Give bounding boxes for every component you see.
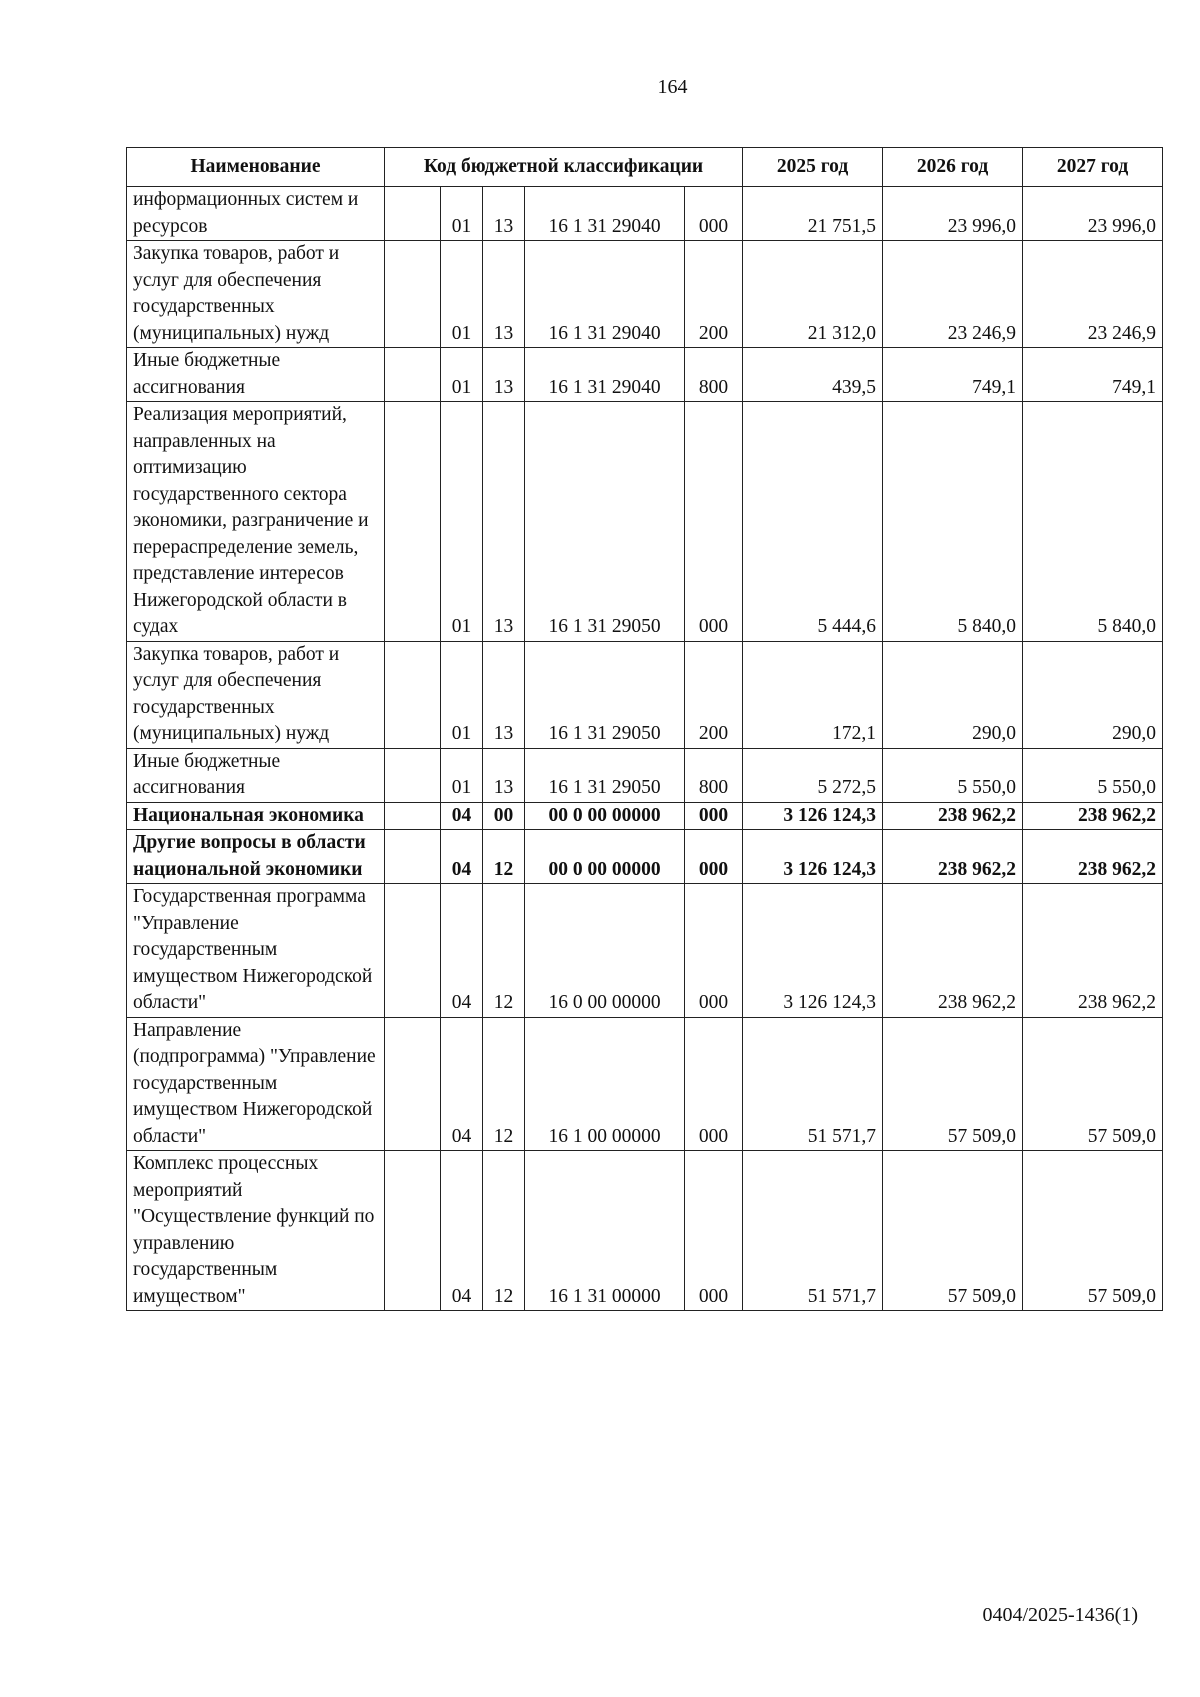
cell-value-2025: 3 126 124,3	[743, 830, 883, 884]
cell-value-2025: 5 272,5	[743, 748, 883, 802]
budget-table	[126, 147, 1163, 1311]
cell-value-2025: 172,1	[743, 641, 883, 748]
cell-code-section: 04	[441, 830, 483, 884]
cell-name: Национальная экономика	[127, 802, 385, 830]
cell-value-2026: 290,0	[883, 641, 1023, 748]
cell-value-2026: 57 509,0	[883, 1017, 1023, 1151]
cell-code-target: 16 1 31 29050	[525, 641, 685, 748]
header-2027: 2027 год	[1023, 148, 1163, 187]
table-row	[127, 187, 1163, 241]
cell-value-2027: 57 509,0	[1023, 1017, 1163, 1151]
cell-value-2027: 238 962,2	[1023, 884, 1163, 1018]
cell-code-expense-type: 200	[685, 241, 743, 348]
document-number: 0404/2025-1436(1)	[982, 1604, 1138, 1626]
cell-code-section: 01	[441, 241, 483, 348]
cell-code-expense-type: 000	[685, 1151, 743, 1311]
cell-code-expense-type: 000	[685, 402, 743, 642]
cell-code-target: 16 1 31 29050	[525, 748, 685, 802]
cell-value-2025: 21 312,0	[743, 241, 883, 348]
cell-code-target: 16 1 31 29040	[525, 187, 685, 241]
cell-code-subsection: 00	[483, 802, 525, 830]
cell-code-target: 00 0 00 00000	[525, 830, 685, 884]
cell-code-section: 01	[441, 187, 483, 241]
table-row	[127, 748, 1163, 802]
cell-code-blank	[385, 402, 441, 642]
cell-code-section: 04	[441, 1151, 483, 1311]
header-2026: 2026 год	[883, 148, 1023, 187]
cell-value-2026: 238 962,2	[883, 830, 1023, 884]
cell-name: информационных систем и ресурсов	[127, 187, 385, 241]
table-row	[127, 241, 1163, 348]
cell-value-2027: 23 246,9	[1023, 241, 1163, 348]
cell-code-expense-type: 800	[685, 748, 743, 802]
cell-name: Закупка товаров, работ и услуг для обеспечения государственных (муниципальных) нужд	[127, 241, 385, 348]
cell-code-blank	[385, 884, 441, 1018]
cell-code-subsection: 12	[483, 830, 525, 884]
cell-value-2026: 23 996,0	[883, 187, 1023, 241]
cell-code-expense-type: 000	[685, 187, 743, 241]
cell-code-target: 16 1 31 29040	[525, 348, 685, 402]
table-row	[127, 402, 1163, 642]
cell-code-target: 16 1 31 29050	[525, 402, 685, 642]
cell-name: Комплекс процессных мероприятий "Осуществление функций по управлению государственным имуществом"	[127, 1151, 385, 1311]
cell-code-expense-type: 200	[685, 641, 743, 748]
cell-code-section: 04	[441, 1017, 483, 1151]
header-code: Код бюджетной классификации	[385, 148, 743, 187]
cell-code-blank	[385, 641, 441, 748]
cell-code-subsection: 12	[483, 1017, 525, 1151]
cell-code-subsection: 13	[483, 748, 525, 802]
cell-code-target: 16 0 00 00000	[525, 884, 685, 1018]
cell-code-expense-type: 000	[685, 1017, 743, 1151]
table-row	[127, 1017, 1163, 1151]
cell-code-subsection: 13	[483, 241, 525, 348]
table-body	[127, 187, 1163, 1311]
cell-value-2027: 23 996,0	[1023, 187, 1163, 241]
cell-value-2027: 749,1	[1023, 348, 1163, 402]
cell-code-section: 01	[441, 402, 483, 642]
cell-name: Другие вопросы в области национальной экономики	[127, 830, 385, 884]
cell-value-2025: 439,5	[743, 348, 883, 402]
cell-code-blank	[385, 802, 441, 830]
cell-code-blank	[385, 830, 441, 884]
cell-value-2027: 57 509,0	[1023, 1151, 1163, 1311]
cell-code-expense-type: 000	[685, 802, 743, 830]
cell-code-section: 01	[441, 748, 483, 802]
cell-code-expense-type: 000	[685, 884, 743, 1018]
cell-value-2025: 21 751,5	[743, 187, 883, 241]
cell-value-2026: 23 246,9	[883, 241, 1023, 348]
cell-code-target: 16 1 31 29040	[525, 241, 685, 348]
header-name: Наименование	[127, 148, 385, 187]
cell-name: Направление (подпрограмма) "Управление государственным имуществом Нижегородской области"	[127, 1017, 385, 1151]
cell-code-blank	[385, 748, 441, 802]
cell-code-subsection: 13	[483, 348, 525, 402]
cell-name: Государственная программа "Управление государственным имуществом Нижегородской области"	[127, 884, 385, 1018]
cell-value-2026: 238 962,2	[883, 884, 1023, 1018]
cell-code-subsection: 13	[483, 187, 525, 241]
table-row	[127, 802, 1163, 830]
cell-value-2025: 3 126 124,3	[743, 884, 883, 1018]
cell-code-expense-type: 800	[685, 348, 743, 402]
cell-name: Иные бюджетные ассигнования	[127, 348, 385, 402]
cell-value-2025: 51 571,7	[743, 1151, 883, 1311]
cell-name: Закупка товаров, работ и услуг для обеспечения государственных (муниципальных) нужд	[127, 641, 385, 748]
cell-value-2025: 3 126 124,3	[743, 802, 883, 830]
cell-code-subsection: 13	[483, 641, 525, 748]
cell-code-section: 04	[441, 802, 483, 830]
cell-value-2027: 238 962,2	[1023, 802, 1163, 830]
cell-code-target: 00 0 00 00000	[525, 802, 685, 830]
cell-code-target: 16 1 00 00000	[525, 1017, 685, 1151]
cell-value-2026: 5 840,0	[883, 402, 1023, 642]
cell-value-2027: 5 840,0	[1023, 402, 1163, 642]
cell-code-blank	[385, 348, 441, 402]
cell-code-subsection: 12	[483, 884, 525, 1018]
cell-value-2025: 51 571,7	[743, 1017, 883, 1151]
table-row	[127, 830, 1163, 884]
table-row	[127, 884, 1163, 1018]
cell-value-2026: 238 962,2	[883, 802, 1023, 830]
header-2025: 2025 год	[743, 148, 883, 187]
cell-code-section: 04	[441, 884, 483, 1018]
cell-code-expense-type: 000	[685, 830, 743, 884]
cell-code-blank	[385, 1017, 441, 1151]
table-row	[127, 348, 1163, 402]
cell-name: Реализация мероприятий, направленных на оптимизацию государственного сектора экономики, разграничение и перераспределение земель, представление интересов Нижегородской области в судах	[127, 402, 385, 642]
table-header-row	[127, 148, 1163, 187]
page-number: 164	[657, 76, 688, 98]
cell-code-subsection: 12	[483, 1151, 525, 1311]
cell-value-2026: 57 509,0	[883, 1151, 1023, 1311]
cell-value-2025: 5 444,6	[743, 402, 883, 642]
cell-code-target: 16 1 31 00000	[525, 1151, 685, 1311]
cell-code-blank	[385, 241, 441, 348]
cell-code-section: 01	[441, 641, 483, 748]
cell-code-subsection: 13	[483, 402, 525, 642]
cell-code-blank	[385, 1151, 441, 1311]
cell-code-section: 01	[441, 348, 483, 402]
cell-name: Иные бюджетные ассигнования	[127, 748, 385, 802]
cell-value-2027: 290,0	[1023, 641, 1163, 748]
cell-value-2027: 238 962,2	[1023, 830, 1163, 884]
cell-code-blank	[385, 187, 441, 241]
cell-value-2026: 749,1	[883, 348, 1023, 402]
table-row	[127, 1151, 1163, 1311]
table-row	[127, 641, 1163, 748]
cell-value-2027: 5 550,0	[1023, 748, 1163, 802]
cell-value-2026: 5 550,0	[883, 748, 1023, 802]
